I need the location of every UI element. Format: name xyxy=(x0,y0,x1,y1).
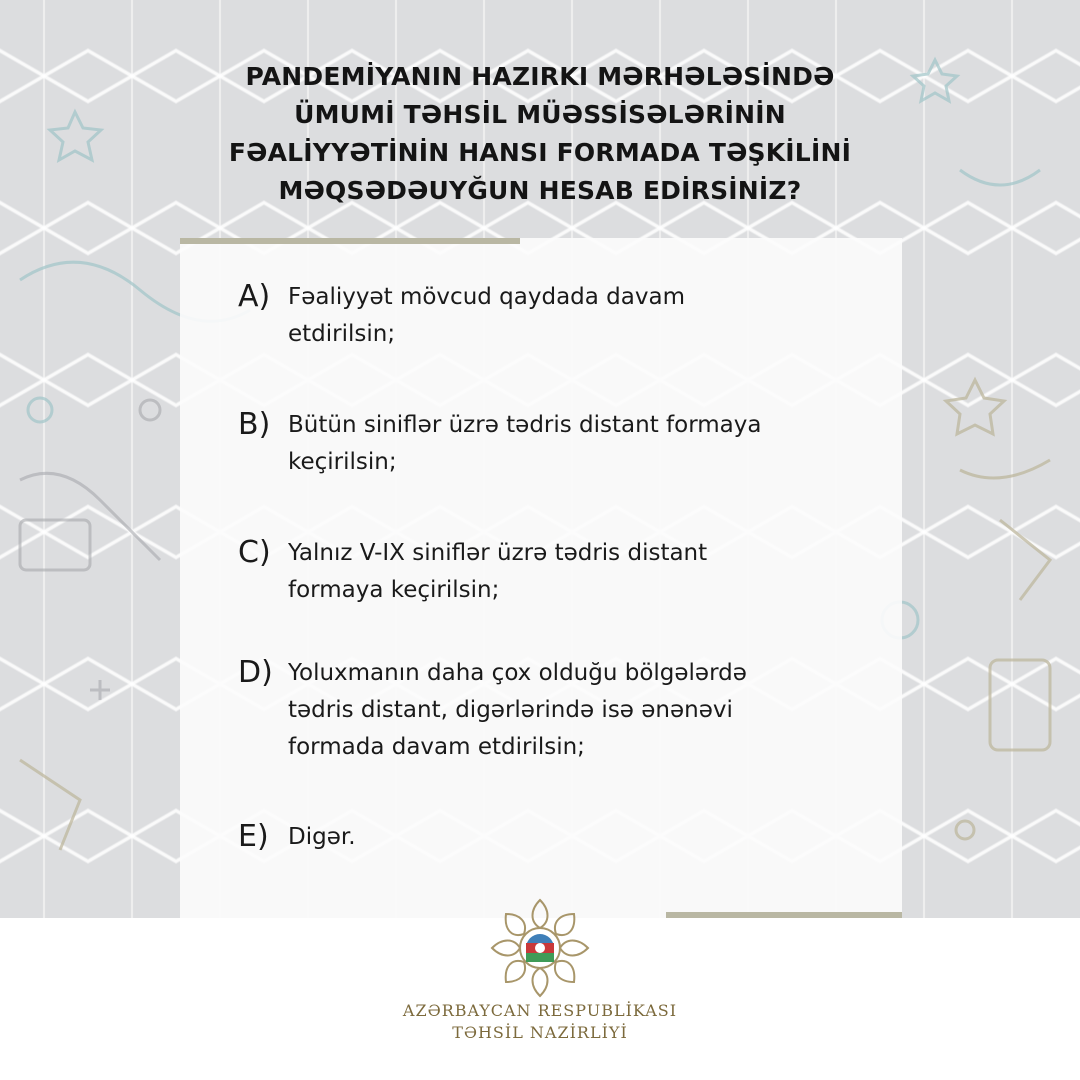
option-text xyxy=(288,818,356,856)
option-text-line: formaya keçirilsin; xyxy=(288,577,500,603)
option-letter: B) xyxy=(238,407,271,442)
title-line-4: MƏQSƏDƏUYĞUN HESAB EDİRSİNİZ? xyxy=(278,176,802,205)
option-text-line: Yalnız V-IX siniflər üzrə tədris distant xyxy=(288,540,708,566)
option-c xyxy=(238,534,707,609)
option-text-line: etdirilsin; xyxy=(288,321,396,347)
option-text-line: keçirilsin; xyxy=(288,449,397,475)
option-e xyxy=(238,818,356,856)
option-a xyxy=(238,278,685,353)
option-text-line: formada davam etdirilsin; xyxy=(288,734,585,760)
option-letter: E) xyxy=(238,819,269,854)
organization-line-2: TƏHSİL NAZİRLİYİ xyxy=(452,1023,628,1042)
option-text xyxy=(288,534,707,609)
star-icon xyxy=(50,112,101,160)
option-letter: A) xyxy=(238,279,271,314)
option-text xyxy=(288,278,685,353)
page-title xyxy=(140,58,940,210)
option-text-line: Bütün siniflər üzrə tədris distant formaya xyxy=(288,412,762,438)
option-text-line: Yoluxmanın daha çox olduğu bölgələrdə xyxy=(288,660,747,686)
title-line-1: PANDEMİYANIN HAZIRKI MƏRHƏLƏSİNDƏ xyxy=(245,62,835,91)
option-text-line: Digər. xyxy=(288,824,356,850)
option-letter: D) xyxy=(238,655,273,690)
card-accent-bar-top xyxy=(180,238,520,244)
organization-line-1: AZƏRBAYCAN RESPUBLİKASI xyxy=(402,1001,678,1020)
option-text xyxy=(288,654,747,766)
title-line-3: FƏALİYYƏTİNİN HANSI FORMADA TƏŞKİLİNİ xyxy=(228,138,852,167)
ministry-emblem-icon xyxy=(484,892,596,1004)
organization-name xyxy=(340,1000,740,1044)
option-d xyxy=(238,654,747,766)
option-text-line: tədris distant, digərlərində isə ənənəvi xyxy=(288,697,733,723)
option-b xyxy=(238,406,761,481)
option-text-line: Fəaliyyət mövcud qaydada davam xyxy=(288,284,685,310)
star-icon xyxy=(946,380,1004,434)
option-letter: C) xyxy=(238,535,271,570)
title-line-2: ÜMUMİ TƏHSİL MÜƏSSİSƏLƏRİNİN xyxy=(294,100,786,129)
card-accent-bar-bottom xyxy=(666,912,902,918)
option-text xyxy=(288,406,761,481)
